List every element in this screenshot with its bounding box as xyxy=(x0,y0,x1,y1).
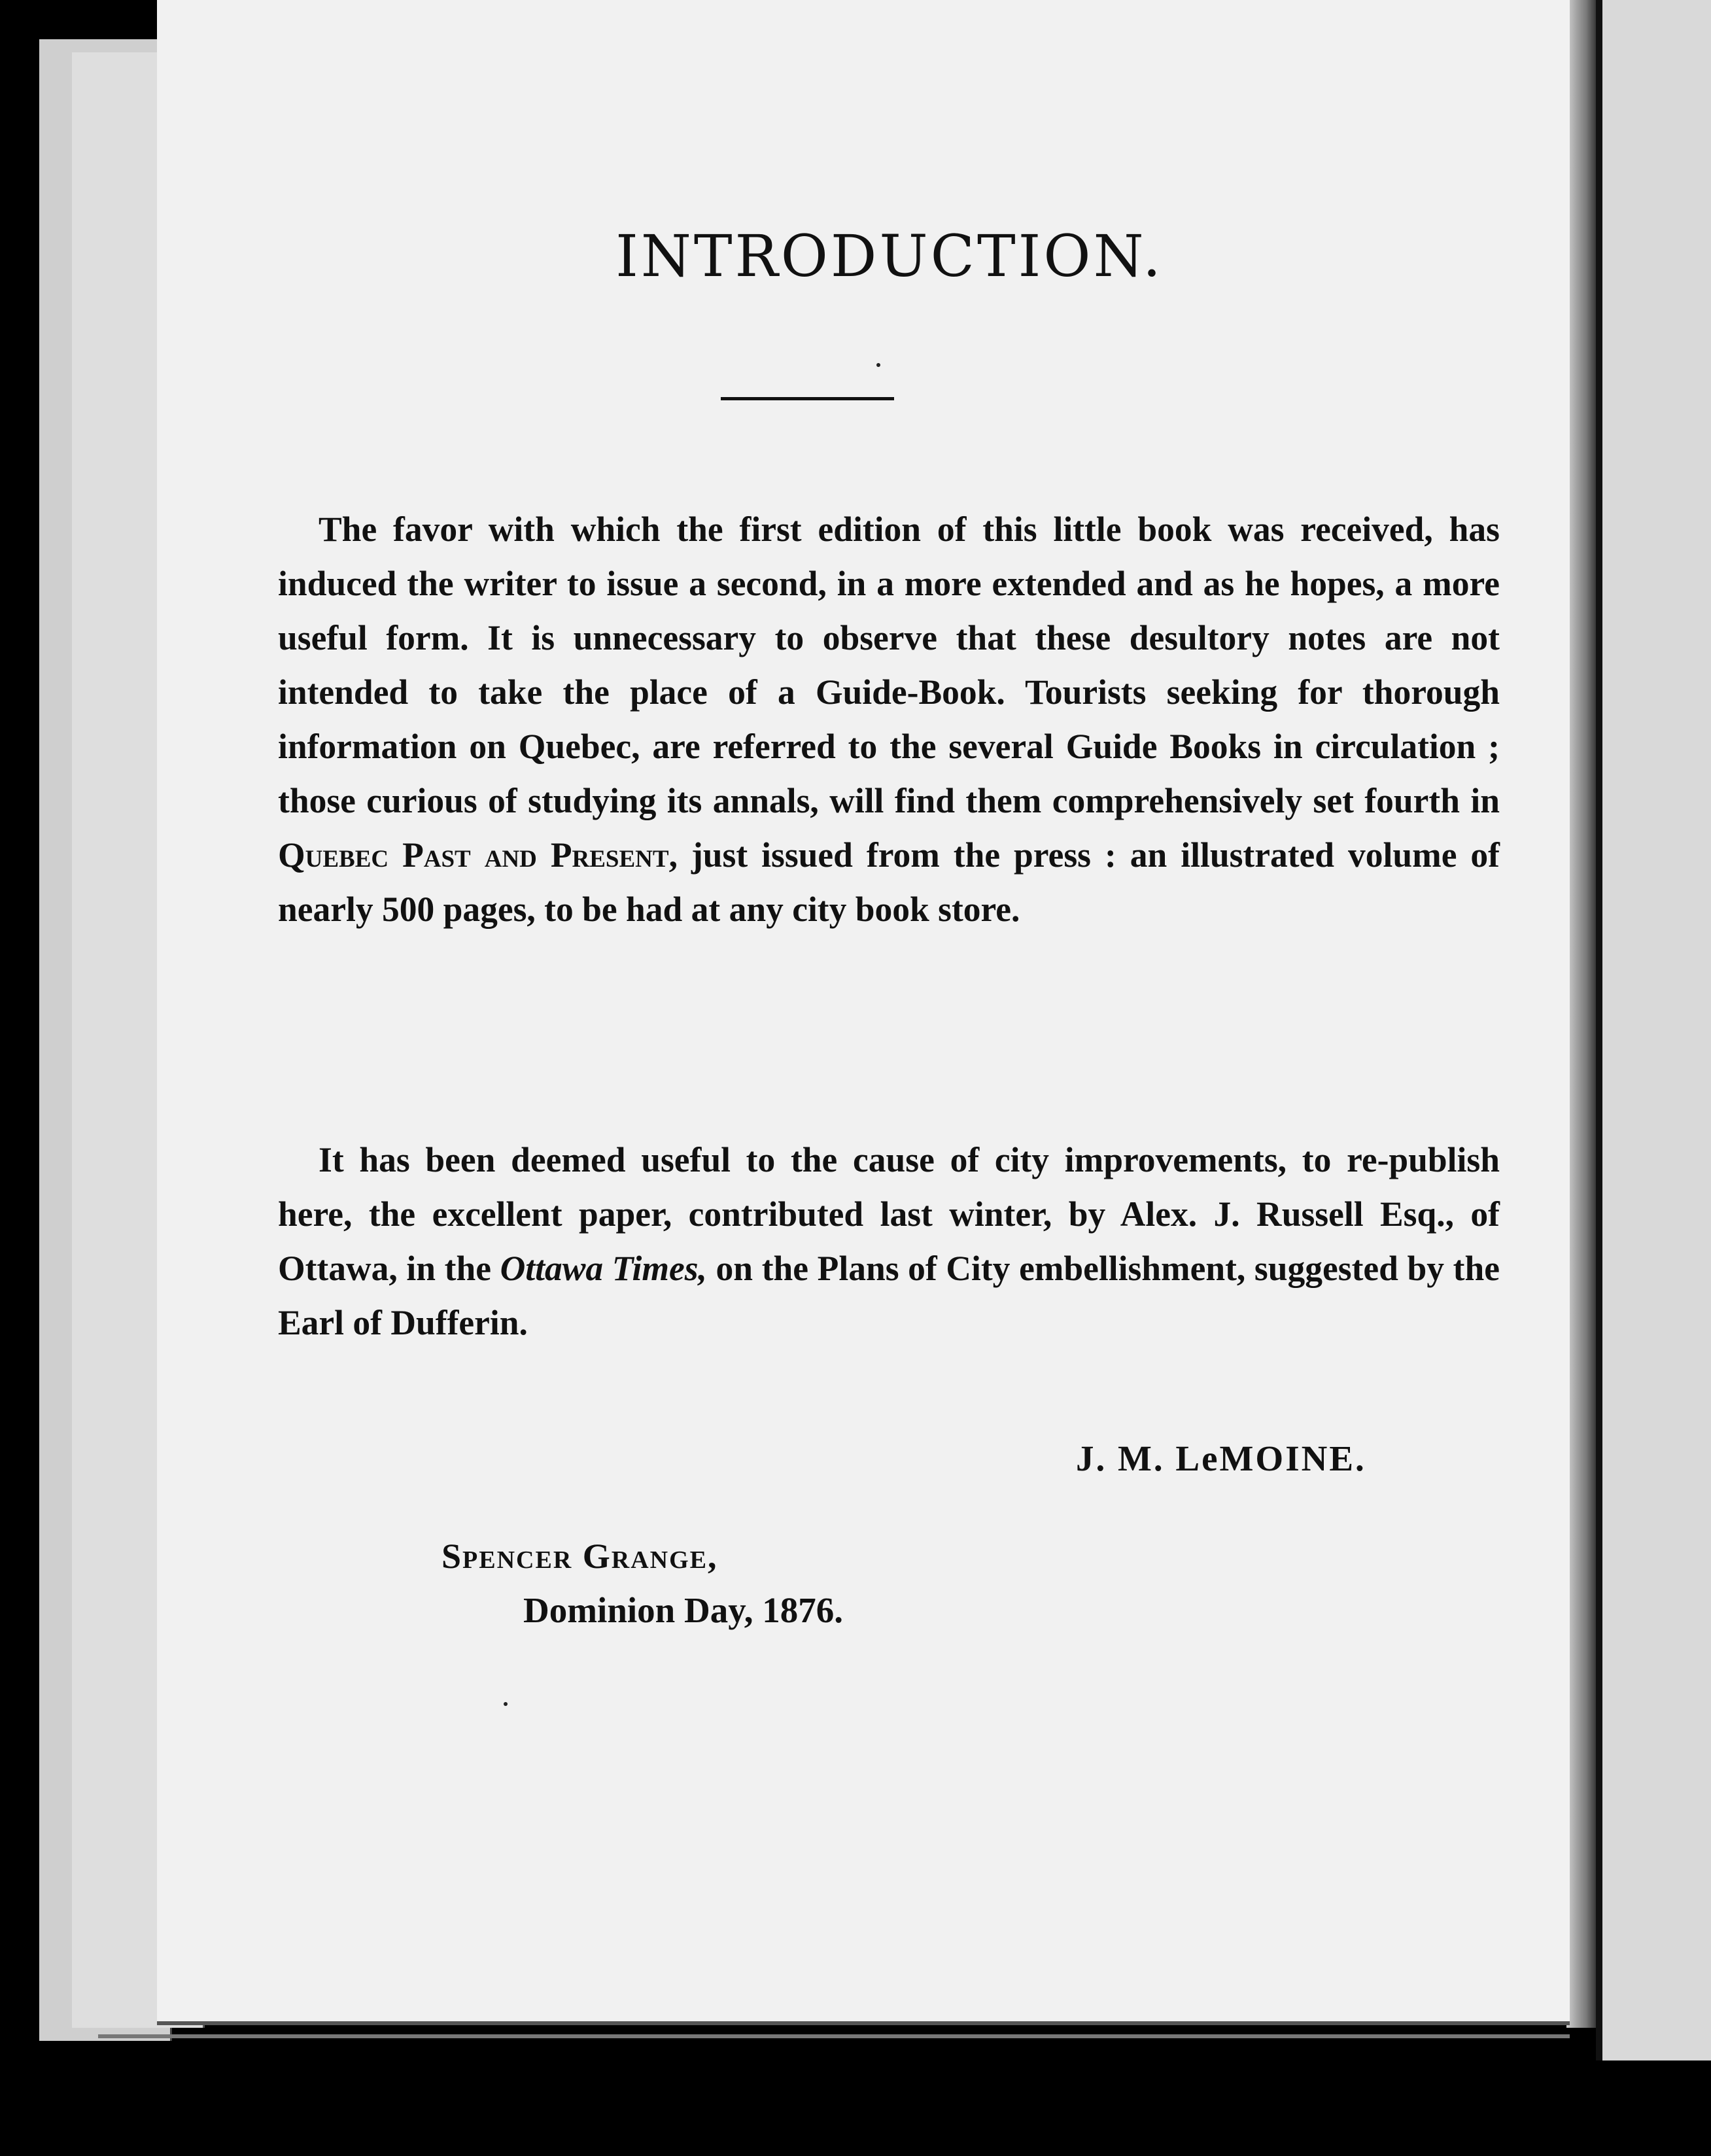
dateline-place: Spencer Grange, xyxy=(441,1537,718,1576)
facing-page-edge xyxy=(1596,0,1711,2060)
title-rule xyxy=(721,397,894,400)
paragraph-2-text-after: on the Plans of City embellishment, suggested by the Earl of Dufferin. xyxy=(278,1249,1500,1342)
paragraph-1-text-after: just issued from the press : an illustrated volume of nearly 500 pages, to be had at any city book store. xyxy=(278,835,1500,929)
paragraph-1-text-before: The favor with which the first edition of this little book was received, has induced the writer to issue a second, in a more extended and as he hopes, a more useful form. It is unnecessary to observe that these desultory notes are not intended to take the place of a Guide-Book. Tourists seeking for thorough information on Quebec, are referred to the several Guide Books in circulation ; those curious of studying its annals, will find them comprehensively set fourth in xyxy=(278,510,1500,820)
page-bottom-edge xyxy=(98,2034,1570,2038)
author-signature: J. M. LeMOINE. xyxy=(1076,1438,1366,1478)
page-title: INTRODUCTION. xyxy=(615,222,1164,290)
print-speck xyxy=(876,363,880,367)
document-page xyxy=(157,0,1570,2025)
print-speck xyxy=(504,1702,508,1706)
paragraph-1 xyxy=(278,502,1500,937)
book-title: Quebec Past and Present, xyxy=(278,835,678,875)
paragraph-2-text-before: It has been deemed useful to the cause of city improvements, to re-publish here, the excellent paper, contributed last winter, by Alex. J. Russell Esq., of Ottawa, in the xyxy=(278,1140,1500,1288)
dateline-date: Dominion Day, 1876. xyxy=(523,1590,843,1630)
paragraph-2 xyxy=(278,1133,1500,1350)
newspaper-title: Ottawa Times, xyxy=(500,1249,707,1288)
binding-shadow xyxy=(1566,0,1599,2028)
